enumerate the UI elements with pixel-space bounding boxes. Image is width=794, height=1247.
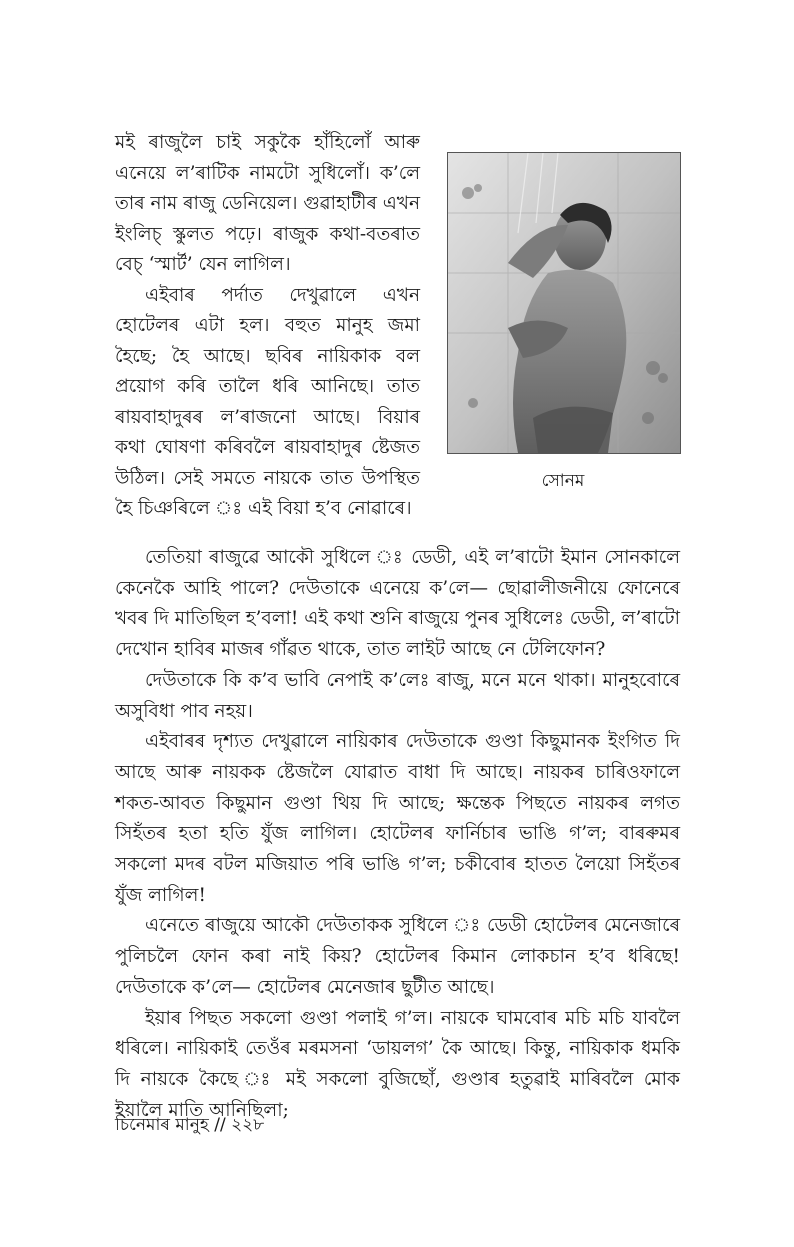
paragraph: দেউতাকে কি ক’ব ভাবি নেপাই ক’লেঃ ৰাজু, মনে মনে থাকা। মানুহবোৰে অসুবিধা পাব নহয়।: [115, 669, 680, 722]
photo-caption: সোনম: [541, 471, 585, 491]
photo-image: [448, 153, 680, 453]
paragraph: এইবাৰ পৰ্দাত দেখুৱালে এখন হোটেলৰ এটা হল। বহুত মানুহ জমা হৈছে; হৈ আছে। ছবিৰ নায়িকাক বল প্ৰয়োগ কৰি তালৈ ধৰি আনিছে। তাত ৰায়বাহাদুৰৰ ল’ৰাজনো আছে। বিয়াৰ কথা ঘোষণা কৰিবলৈ ৰায়বাহাদুৰ ষ্টেজত উঠিল। সেই সমতে নায়কে তাত উপস্থিত হৈ চিঞৰিলে ঃ এই বিয়া হ’ব নোৱাৰে।: [115, 284, 420, 519]
photo-figure: [447, 152, 681, 454]
page-footer: চিনেমাৰ মানুহ // ২২৮: [115, 1115, 265, 1135]
main-text-column: [115, 543, 680, 1126]
paragraph: মই ৰাজুলৈ চাই সকুকৈ হাঁহিলোঁ আৰু এনেয়ে ল’ৰাটিক নামটো সুধিলোঁ। ক’লে তাৰ নাম ৰাজু ডেনিয়েল। গুৱাহাটীৰ এখন ইংলিচ্ স্কুলত পঢ়ে। ৰাজুক কথা-বতৰাত বেচ্ ‘স্মাৰ্ট’ যেন লাগিল।: [115, 132, 421, 275]
paragraph: তেতিয়া ৰাজুৱে আকৌ সুধিলে ঃ ডেডী, এই ল’ৰাটো ইমান সোনকালে কেনেকৈ আহি পালে? দেউতাকে এনেয়ে ক’লে— ছোৱালীজনীয়ে ফোনেৰে খবৰ দি মাতিছিল হ’বলা! এই কথা শুনি ৰাজুয়ে পুনৰ সুধিলেঃ ডেডী, ল’ৰাটো দেখোন হাবিৰ মাজৰ গাঁৱত থাকে, তাত লাইট আছে নে টেলিফোন?: [115, 547, 680, 661]
paragraph: ইয়াৰ পিছত সকলো গুণ্ডা পলাই গ’ল। নায়কে ঘামবোৰ মচি মচি যাবলৈ ধৰিলে। নায়িকাই তেওঁৰ মৰমসনা ‘ডায়লগ’ কৈ আছে। কিন্তু, নায়িকাক ধমকি দি নায়কে কৈছে ঃ মই সকলো বুজিছোঁ, গুণ্ডাৰ হতুৱাই মাৰিবলৈ মোক ইয়ালৈ মাতি আনিছিলা;: [115, 1007, 680, 1121]
top-text-column: [115, 128, 420, 525]
paragraph: এনেতে ৰাজুয়ে আকৌ দেউতাকক সুধিলে ঃ ডেডী হোটেলৰ মেনেজাৰে পুলিচলৈ ফোন কৰা নাই কিয়? হোটেলৰ কিমান লোকচান হ’ব ধৰিছে! দেউতাকে ক’লে— হোটেলৰ মেনেজাৰ ছুটীত আছে।: [115, 915, 680, 998]
paragraph: এইবাৰৰ দৃশ্যত দেখুৱালে নায়িকাৰ দেউতাকে গুণ্ডা কিছুমানক ইংগিত দি আছে আৰু নায়কক ষ্টেজলৈ যোৱাত বাধা দি আছে। নায়কৰ চাৰিওফালে শকত-আবত কিছুমান গুণ্ডা থিয় দি আছে; ক্ষন্তেক পিছতে নায়কৰ লগত সিহঁতৰ হতা হতি যুঁজ লাগিল। হোটেলৰ ফাৰ্নিচাৰ ভাঙি গ’ল; বাৰৰুমৰ সকলো মদৰ বটল মজিয়াত পৰি ভাঙি গ’ল; চকীবোৰ হাতত লৈয়ো সিহঁতৰ যুঁজ লাগিল!: [115, 731, 680, 906]
